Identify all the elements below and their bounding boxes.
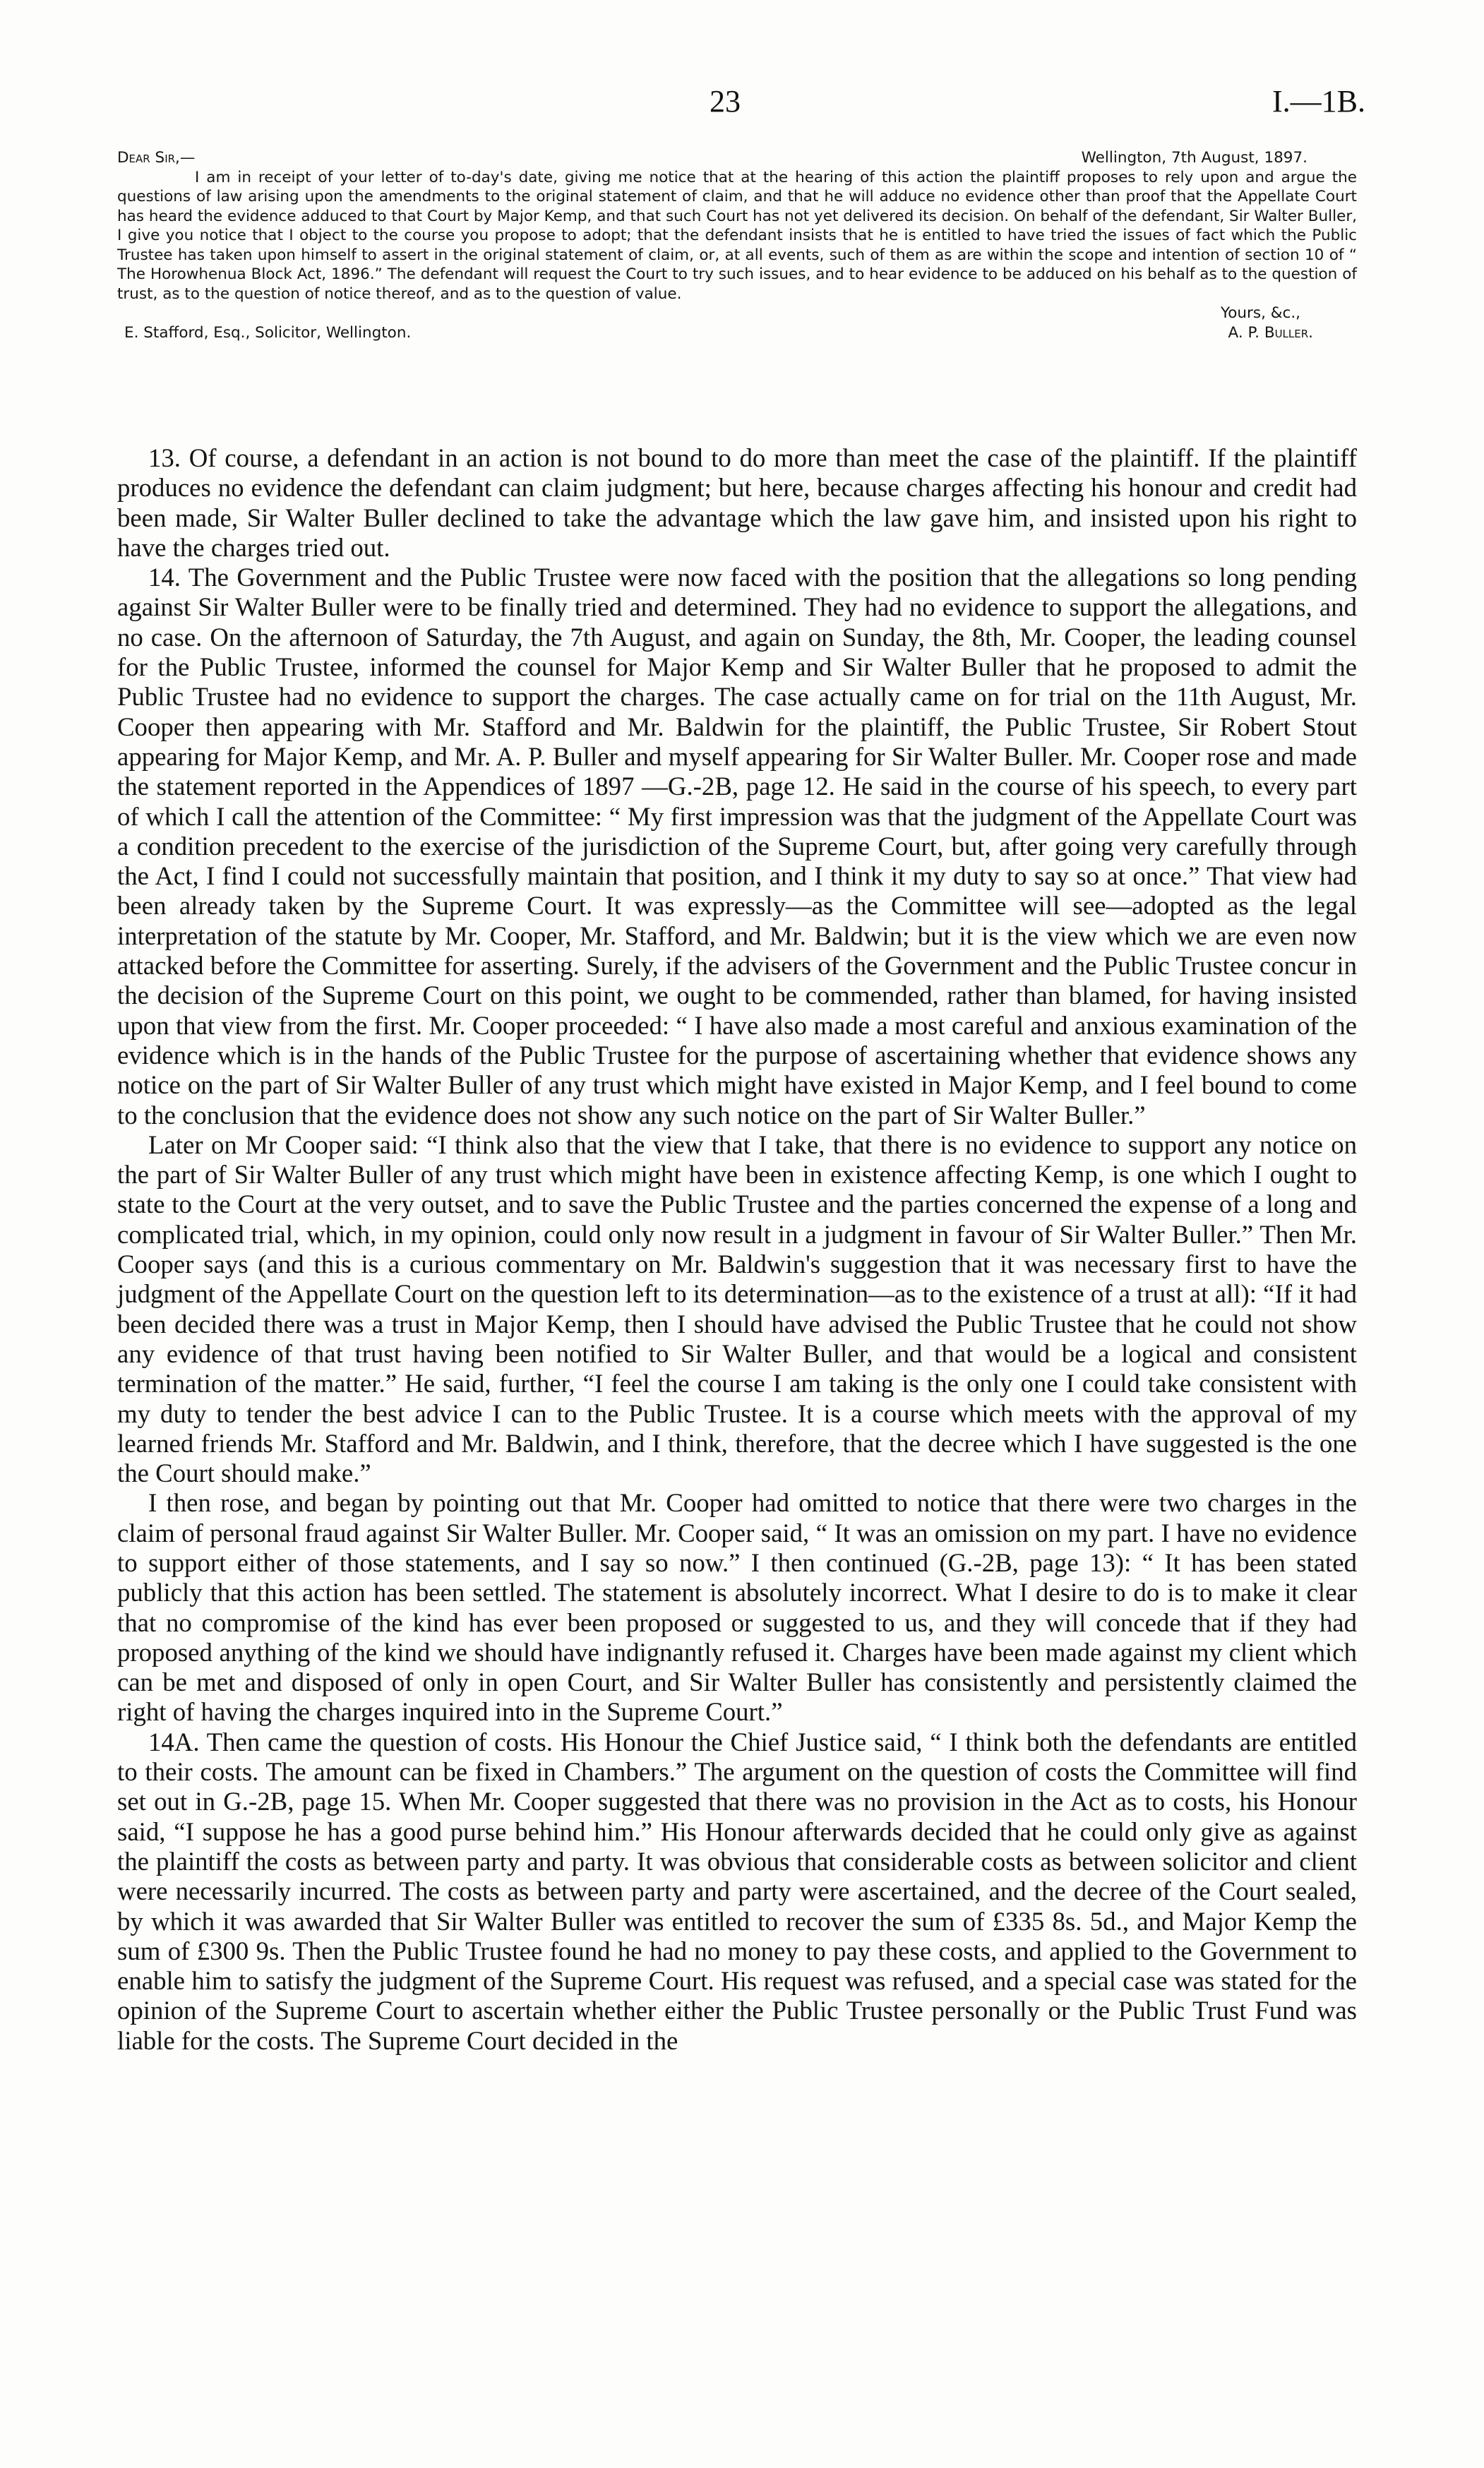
letter-signature: A. P. Buller.	[1228, 323, 1313, 342]
letter-closing: Yours, &c.,	[1220, 304, 1300, 322]
quoted-letter	[117, 148, 1357, 342]
paragraph-14: 14. The Government and the Public Trustee were now faced with the position that the allegations so long pending against Sir Walter Buller were to be finally tried and determined. They had no evidence to support the allegations, and no case. On the afternoon of Saturday, the 7th August, and again on Sunday, the 8th, Mr. Cooper, the leading counsel for the Public Trustee, informed the counsel for Major Kemp and Sir Walter Buller that he proposed to admit the Public Trustee had no evidence to support the charges. The case actually came on for trial on the 11th August, Mr. Cooper then appearing with Mr. Stafford and Mr. Baldwin for the plaintiff, the Public Trustee, Sir Robert Stout appearing for Major Kemp, and Mr. A. P. Buller and myself appearing for Sir Walter Buller. Mr. Cooper rose and made the statement reported in the Appendices of 1897 —G.-2B, page 12. He said in the course of his speech, to every part of which I call the attention of the Committee: “ My first impression was that the judgment of the Appellate Court was a condition precedent to the exercise of the jurisdiction of the Supreme Court, but, after going very carefully through the Act, I find I could not successfully maintain that position, and I think it my duty to say so at once.” That view had been already taken by the Supreme Court. It was expressly—as the Committee will see—adopted as the legal interpretation of the statute by Mr. Cooper, Mr. Stafford, and Mr. Baldwin; but it is the view which we are even now attacked before the Committee for asserting. Surely, if the advisers of the Government and the Public Trustee concur in the decision of the Supreme Court on this point, we ought to be commended, rather than blamed, for having insisted upon that view from the first. Mr. Cooper proceeded: “ I have also made a most careful and anxious examination of the evidence which is in the hands of the Public Trustee for the purpose of ascertaining whether that evidence shows any notice on the part of Sir Walter Buller of any trust which might have existed in Major Kemp, and I feel bound to come to the conclusion that the evidence does not show any such notice on the part of Sir Walter Buller.”	[117, 563, 1357, 1130]
paragraph-14a: 14A. Then came the question of costs. His Honour the Chief Justice said, “ I think both the defendants are entitled to their costs. The amount can be fixed in Chambers.” The argument on the question of costs the Committee will find set out in G.-2B, page 15. When Mr. Cooper suggested that there was no provision in the Act as to costs, his Honour said, “I suppose he has a good purse behind him.” His Honour afterwards decided that he could only give as against the plaintiff the costs as between party and party. It was obvious that considerable costs as between solicitor and client were necessarily incurred. The costs as between party and party were ascertained, and the decree of the Court sealed, by which it was awarded that Sir Walter Buller was entitled to recover the sum of £335 8s. 5d., and Major Kemp the sum of £300 9s. Then the Public Trustee found he had no money to pay these costs, and applied to the Government to enable him to satisfy the judgment of the Supreme Court. His request was refused, and a special case was stated for the opinion of the Supreme Court to ascertain whether either the Public Trustee personally or the Public Trust Fund was liable for the costs. The Supreme Court decided in the	[117, 1727, 1357, 2055]
body-text	[117, 443, 1357, 2056]
document-reference: I.—1B.	[1272, 84, 1365, 119]
letter-salutation: Dear Sir,—	[117, 149, 196, 167]
page-number: 23	[710, 84, 741, 119]
letter-footer	[117, 323, 1357, 343]
letter-place-date: Wellington, 7th August, 1897.	[1081, 149, 1308, 167]
letter-addressee: E. Stafford, Esq., Solicitor, Wellington.	[124, 323, 412, 342]
letter-body: I am in receipt of your letter of to-day's date, giving me notice that at the hearing of this action the plaintiff proposes to rely upon and argue the questions of law arising upon the amendments to the original statement of claim, and that he will adduce no evidence other than proof that the Appellate Court has heard the evidence adduced to that Court by Major Kemp, and that such Court has not yet delivered its decision. On behalf of the defendant, Sir Walter Buller, I give you notice that I object to the course you propose to adopt; that the defendant insists that he is entitled to have tried the issues of fact which the Public Trustee has taken upon himself to assert in the original statement of claim, or, at all events, such of them as are within the scope and intention of section 10 of “ The Horowhenua Block Act, 1896.” The defendant will request the Court to try such issues, and to hear evidence to be adduced on his behalf as to the question of trust, as to the question of notice thereof, and as to the question of value.	[117, 168, 1357, 303]
letter-heading	[117, 148, 1357, 168]
paragraph-i-then-rose: I then rose, and began by pointing out that Mr. Cooper had omitted to notice that there were two charges in the claim of personal fraud against Sir Walter Buller. Mr. Cooper said, “ It was an omission on my part. I have no evidence to support either of those statements, and I say so now.” I then continued (G.-2B, page 13): “ It has been stated publicly that this action has been settled. The statement is absolutely incorrect. What I desire to do is to make it clear that no compromise of the kind has ever been proposed or suggested to us, and they will concede that if they had proposed anything of the kind we should have indignantly refused it. Charges have been made against my client which can be met and disposed of only in open Court, and Sir Walter Buller has consistently and persistently claimed the right of having the charges inquired into in the Supreme Court.”	[117, 1488, 1357, 1727]
paragraph-13: 13. Of course, a defendant in an action is not bound to do more than meet the case of the plaintiff. If the plaintiff produces no evidence the defendant can claim judgment; but here, because charges affecting his honour and credit had been made, Sir Walter Buller declined to take the advantage which the law gave him, and insisted upon his right to have the charges tried out.	[117, 443, 1357, 562]
paragraph-later-on: Later on Mr Cooper said: “I think also that the view that I take, that there is no evidence to support any notice on the part of Sir Walter Buller of any trust which might have been in existence affecting Kemp, is one which I ought to state to the Court at the very outset, and to save the Public Trustee and the parties concerned the expense of a long and complicated trial, which, in my opinion, could only now result in a judgment in favour of Sir Walter Buller.” Then Mr. Cooper says (and this is a curious commentary on Mr. Baldwin's suggestion that it was necessary first to have the judgment of the Appellate Court on the question left to its determination—as to the existence of a trust at all): “If it had been decided there was a trust in Major Kemp, then I should have advised the Public Trustee that he could not show any evidence of that trust having been notified to Sir Walter Buller, and that would be a logical and consistent termination of the matter.” He said, further, “I feel the course I am taking is the only one I could take consistent with my duty to tender the best advice I can to the Public Trustee. It is a course which meets with the approval of my learned friends Mr. Stafford and Mr. Baldwin, and I think, therefore, that the decree which I have suggested is the one the Court should make.”	[117, 1130, 1357, 1488]
